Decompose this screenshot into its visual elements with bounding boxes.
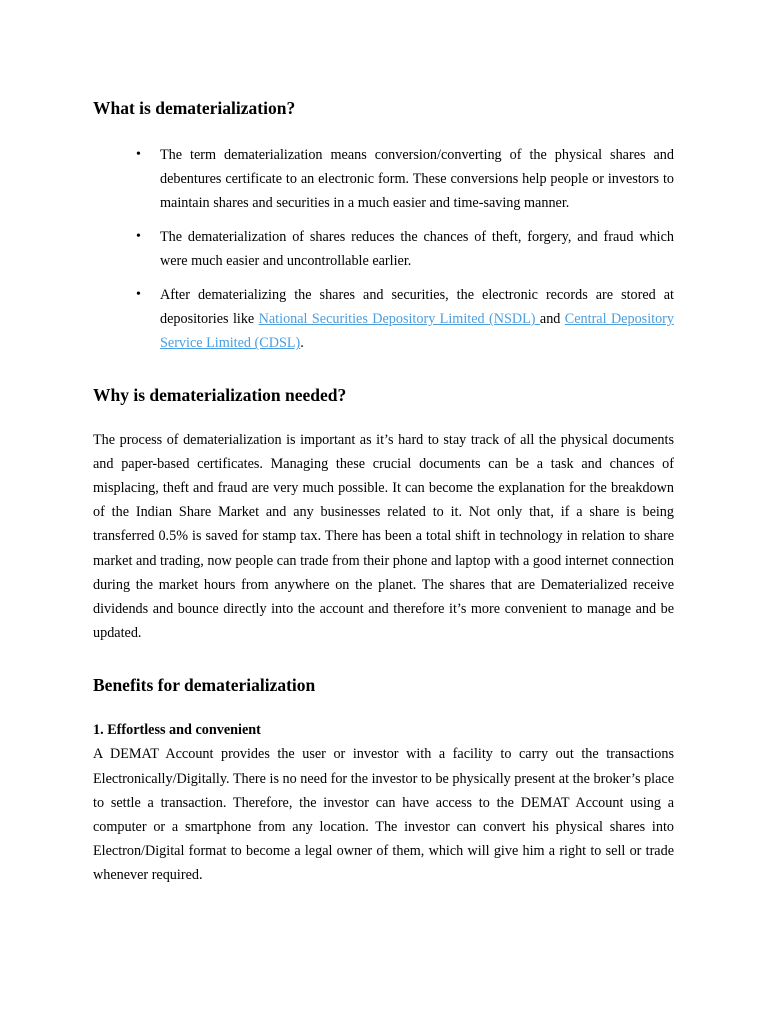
why-paragraph: The process of dematerialization is important as it’s hard to stay track of all the physical documents and paper-based certificates. Managing these crucial documents can be a task and chances of misplacing, theft and fraud are very much possible. It can become the explanation for the breakdown of the Indian Share Market and any businesses related to it. Not only that, if a share is being transferred 0.5% is saved for stamp tax. There has been a total shift in technology in relation to share market and trading, now people can trade from their phone and laptop with a good internet connection during the market hours from anywhere on the planet. The shares that are Dematerialized receive dividends and bounce directly into the account and therefore it’s more convenient to manage and be updated. bbox=[93, 431, 674, 642]
list-item bbox=[93, 283, 674, 356]
heading-what-is-dematerialization: What is dematerialization? bbox=[93, 98, 296, 118]
heading-benefits: Benefits for dematerialization bbox=[93, 675, 316, 696]
nsdl-link[interactable]: National Securities Depository Limited (NSDL) bbox=[258, 311, 540, 328]
benefit-title: 1. Effortless and convenient bbox=[93, 722, 261, 739]
bullet-icon: • bbox=[136, 147, 141, 162]
document-page bbox=[93, 96, 674, 888]
bullet-text-middle: and bbox=[539, 311, 565, 328]
bullet-text: The term dematerialization means conversion/converting of the physical shares and debentures certificate to an electronic form. These conversions help people or investors to maintain shares and securities in a much easier and time-saving manner. bbox=[160, 147, 674, 212]
bullet-icon: • bbox=[136, 287, 141, 303]
bullet-list-what bbox=[93, 143, 674, 356]
cdsl-link[interactable]: Central Depository Service Limited (CDSL) bbox=[160, 311, 674, 352]
bullet-text-prefix: After dematerializing the shares and securities, the electronic records are stored at depositories like bbox=[160, 287, 674, 328]
benefit-paragraph: A DEMAT Account provides the user or investor with a facility to carry out the transactions Electronically/Digitally. There is no need for the investor to be physically present at the broker’s place to settle a transaction. Therefore, the investor can have access to the DEMAT Account using a computer or a smartphone from any location. The investor can convert his physical shares into Electron/Digital format to become a legal owner of them, which will give him a right to sell or trade whenever required. bbox=[93, 746, 674, 884]
list-item bbox=[93, 143, 674, 216]
list-item bbox=[93, 225, 674, 273]
bullet-icon: • bbox=[136, 229, 141, 245]
heading-why-needed: Why is dematerialization needed? bbox=[93, 384, 347, 405]
bullet-text: The dematerialization of shares reduces the chances of theft, forgery, and fraud which were much easier and uncontrollable earlier. bbox=[160, 229, 674, 270]
bullet-text-suffix: . bbox=[300, 335, 304, 352]
